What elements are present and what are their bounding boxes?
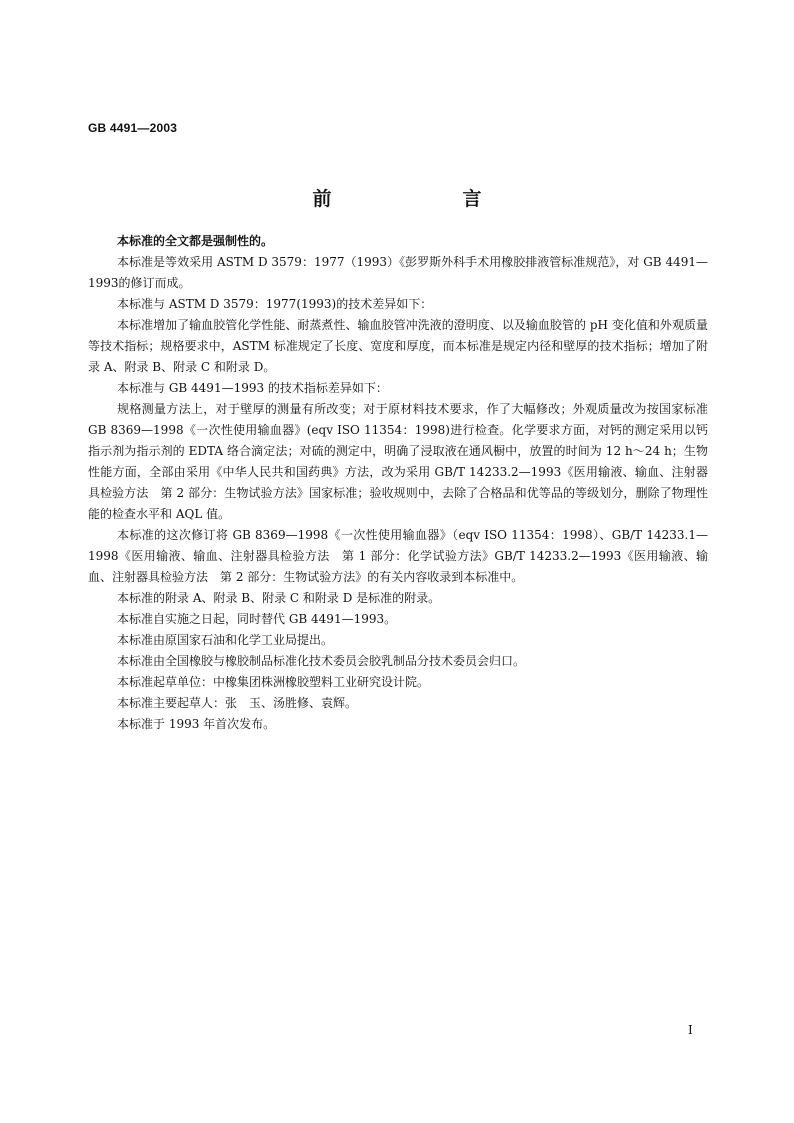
page-title: 前 言: [312, 188, 538, 210]
paragraph-drafters: 本标准主要起草人：张 玉、汤胜修、袁辉。: [117, 696, 358, 710]
paragraph-committee: 本标准由全国橡胶与橡胶制品标准化技术委员会胶乳制品分技术委员会归口。: [117, 654, 526, 668]
body-text: [88, 231, 708, 735]
paragraph-equivalence: 本标准是等效采用 ASTM D 3579：1977（1993）《彭罗斯外科手术用橡胶排液管标准规范》，对 GB 4491—1993的修订而成。: [88, 255, 708, 290]
paragraph-drafting-unit: 本标准起草单位：中橡集团株洲橡胶塑料工业研究设计院。: [117, 675, 430, 689]
paragraph-mandatory-statement: 本标准的全文都是强制性的。: [117, 234, 274, 248]
paragraph-appendices: 本标准的附录 A、附录 B、附录 C 和附录 D 是标准的附录。: [117, 591, 441, 605]
paragraph-astm-differences-intro: 本标准与 ASTM D 3579：1977(1993)的技术差异如下：: [117, 297, 433, 311]
paragraph-replacement: 本标准自实施之日起，同时替代 GB 4491—1993。: [117, 612, 397, 626]
paragraph-revision-inclusion: 本标准的这次修订将 GB 8369—1998《一次性使用输血器》（eqv ISO 11354：1998）、GB/T 14233.1—1998《医用输液、输血、注射器具检验方法 第 1 部分：化学试验方法》GB/T 14233.2—1993《医用输液、输血、注射器具检验方法 第 2 部分：生物试验方法》的有关内容收录到本标准中。: [88, 528, 708, 584]
paragraph-proposer: 本标准由原国家石油和化学工业局提出。: [117, 633, 334, 647]
paragraph-astm-differences: 本标准增加了输血胶管化学性能、耐蒸煮性、输血胶管冲洗液的澄明度、以及输血胶管的 pH 变化值和外观质量等技术指标；规格要求中，ASTM 标准规定了长度、宽度和厚度，而本标准是规定内径和壁厚的技术指标；增加了附录 A、附录 B、附录 C 和附录 D。: [88, 318, 708, 374]
paragraph-gb-differences-intro: 本标准与 GB 4491—1993 的技术指标差异如下：: [117, 381, 388, 395]
paragraph-gb-differences: 规格测量方法上，对于壁厚的测量有所改变；对于原材料技术要求，作了大幅修改；外观质量改为按国家标准 GB 8369—1998《一次性使用输血器》(eqv ISO 11354：1998)进行检查。化学要求方面，对钙的测定采用以钙指示剂为指示剂的 EDTA 络合滴定法；对硫的测定中，明确了浸取液在通风橱中，放置的时间为 12 h～24 h；生物性能方面，全部由采用《中华人民共和国药典》方法，改为采用 GB/T 14233.2—1993《医用输液、输血、注射器具检验方法 第 2 部分：生物试验方法》国家标准；验收规则中，去除了合格品和优等品的等级划分，删除了物理性能的检查水平和 AQL 值。: [88, 402, 708, 521]
page-number: I: [688, 1023, 693, 1037]
standard-code: GB 4491—2003: [88, 121, 178, 135]
paragraph-first-release: 本标准于 1993 年首次发布。: [117, 717, 276, 731]
